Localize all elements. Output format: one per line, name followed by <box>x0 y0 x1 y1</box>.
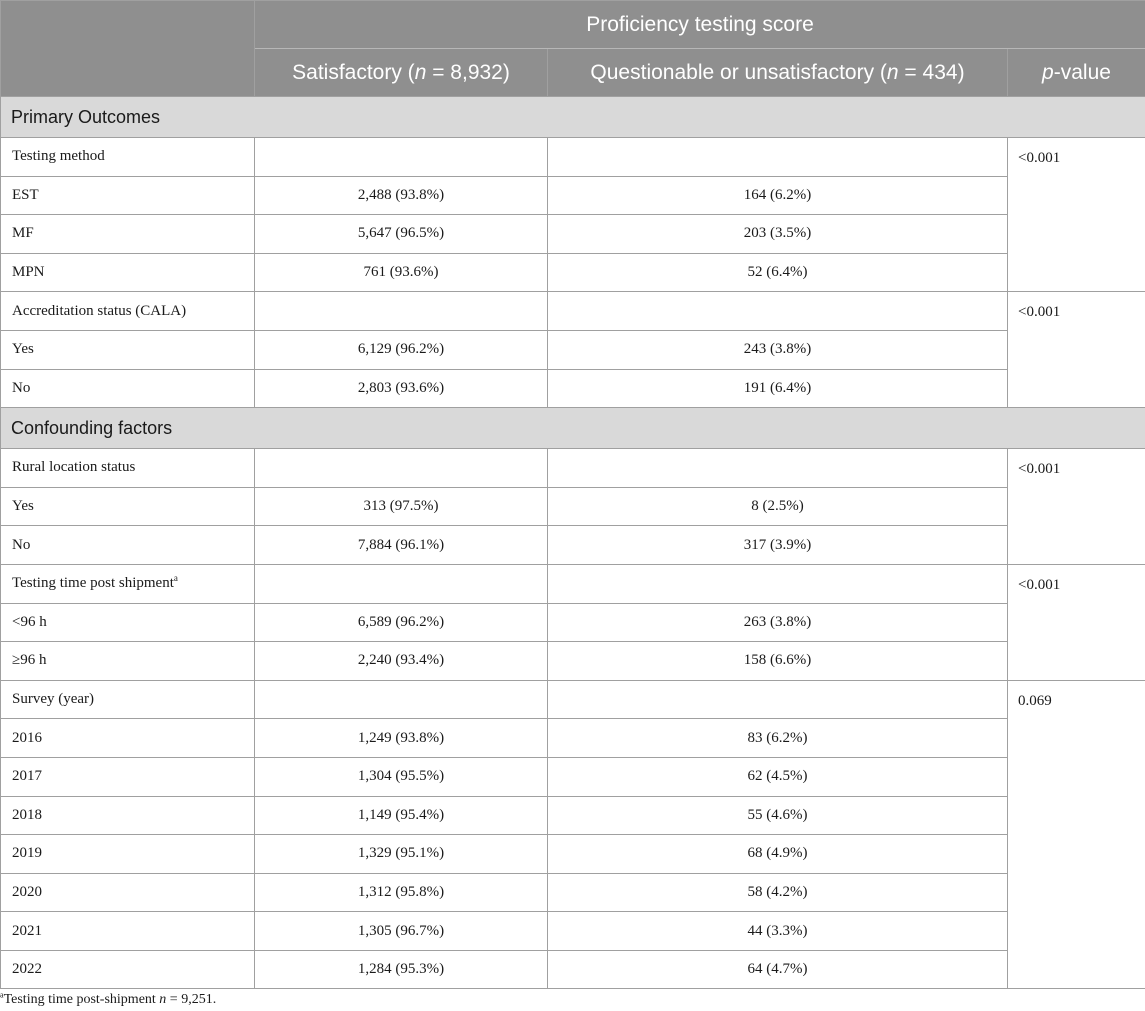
group-label: Rural location status <box>1 449 255 488</box>
table-row <box>1 603 1145 642</box>
satisfactory-value: 1,149 (95.4%) <box>255 796 548 835</box>
table-cell <box>255 449 548 488</box>
questionable-value: 8 (2.5%) <box>548 487 1008 526</box>
col-header-satisfactory: Satisfactory (n = 8,932) <box>255 49 548 97</box>
row-label: ≥96 h <box>1 642 255 681</box>
row-label: 2021 <box>1 912 255 951</box>
row-label: No <box>1 526 255 565</box>
p-value: <0.001 <box>1008 292 1145 408</box>
satisfactory-value: 6,589 (96.2%) <box>255 603 548 642</box>
row-label: EST <box>1 176 255 215</box>
questionable-value: 52 (6.4%) <box>548 253 1008 292</box>
satisfactory-value: 1,329 (95.1%) <box>255 835 548 874</box>
satisfactory-value: 1,312 (95.8%) <box>255 873 548 912</box>
table-row <box>1 950 1145 989</box>
row-label: MF <box>1 215 255 254</box>
footnote-marker: a <box>173 573 178 584</box>
row-label: <96 h <box>1 603 255 642</box>
satisfactory-value: 1,284 (95.3%) <box>255 950 548 989</box>
footnote-marker: a <box>0 990 4 1000</box>
table-cell <box>255 680 548 719</box>
questionable-value: 191 (6.4%) <box>548 369 1008 408</box>
table-row <box>1 757 1145 796</box>
questionable-value: 58 (4.2%) <box>548 873 1008 912</box>
group-label: Testing method <box>1 138 255 177</box>
table-row <box>1 796 1145 835</box>
header-blank-cell <box>1 1 255 97</box>
footnote: $^a$Testing time post-shipment n = 9,251. <box>0 990 217 1007</box>
table-row <box>1 292 1145 331</box>
row-label: No <box>1 369 255 408</box>
satisfactory-value: 1,305 (96.7%) <box>255 912 548 951</box>
satisfactory-value: 2,240 (93.4%) <box>255 642 548 681</box>
p-value: <0.001 <box>1008 564 1145 680</box>
row-label: 2016 <box>1 719 255 758</box>
table-cell <box>548 292 1008 331</box>
table-row <box>1 369 1145 408</box>
questionable-value: 55 (4.6%) <box>548 796 1008 835</box>
table-row <box>1 835 1145 874</box>
satisfactory-value: 2,488 (93.8%) <box>255 176 548 215</box>
questionable-value: 203 (3.5%) <box>548 215 1008 254</box>
row-label: 2018 <box>1 796 255 835</box>
satisfactory-value: 313 (97.5%) <box>255 487 548 526</box>
row-label: 2020 <box>1 873 255 912</box>
section-title: Confounding factors <box>1 408 1145 449</box>
section-title: Primary Outcomes <box>1 97 1145 138</box>
table-row <box>1 449 1145 488</box>
table-row <box>1 680 1145 719</box>
col-header-pvalue: p-value <box>1008 49 1145 97</box>
table-row <box>1 642 1145 681</box>
table-row <box>1 253 1145 292</box>
table-cell <box>548 564 1008 603</box>
group-header: Proficiency testing score <box>255 1 1145 49</box>
p-value: 0.069 <box>1008 680 1145 989</box>
row-label: 2022 <box>1 950 255 989</box>
group-label: Testing time post shipment$^a$ <box>1 564 255 603</box>
table-cell <box>548 680 1008 719</box>
p-value: <0.001 <box>1008 449 1145 565</box>
questionable-value: 317 (3.9%) <box>548 526 1008 565</box>
questionable-value: 158 (6.6%) <box>548 642 1008 681</box>
satisfactory-value: 761 (93.6%) <box>255 253 548 292</box>
section-row <box>1 408 1145 449</box>
questionable-value: 243 (3.8%) <box>548 330 1008 369</box>
table-row <box>1 330 1145 369</box>
row-label: 2019 <box>1 835 255 874</box>
questionable-value: 44 (3.3%) <box>548 912 1008 951</box>
table-row <box>1 487 1145 526</box>
table-row <box>1 138 1145 177</box>
table-cell <box>255 138 548 177</box>
group-label: Survey (year) <box>1 680 255 719</box>
satisfactory-value: 6,129 (96.2%) <box>255 330 548 369</box>
table-row <box>1 912 1145 951</box>
table-cell <box>548 449 1008 488</box>
table-row <box>1 719 1145 758</box>
satisfactory-value: 1,304 (95.5%) <box>255 757 548 796</box>
row-label: MPN <box>1 253 255 292</box>
table-row <box>1 215 1145 254</box>
questionable-value: 164 (6.2%) <box>548 176 1008 215</box>
questionable-value: 64 (4.7%) <box>548 950 1008 989</box>
col-header-questionable: Questionable or unsatisfactory (n = 434) <box>548 49 1008 97</box>
p-value: <0.001 <box>1008 138 1145 292</box>
table-row <box>1 564 1145 603</box>
satisfactory-value: 5,647 (96.5%) <box>255 215 548 254</box>
satisfactory-value: 7,884 (96.1%) <box>255 526 548 565</box>
questionable-value: 83 (6.2%) <box>548 719 1008 758</box>
table-row <box>1 873 1145 912</box>
row-label: Yes <box>1 330 255 369</box>
table-row <box>1 176 1145 215</box>
table-cell <box>255 564 548 603</box>
group-label: Accreditation status (CALA) <box>1 292 255 331</box>
section-row <box>1 97 1145 138</box>
row-label: 2017 <box>1 757 255 796</box>
row-label: Yes <box>1 487 255 526</box>
questionable-value: 263 (3.8%) <box>548 603 1008 642</box>
table-row <box>1 526 1145 565</box>
satisfactory-value: 2,803 (93.6%) <box>255 369 548 408</box>
questionable-value: 68 (4.9%) <box>548 835 1008 874</box>
satisfactory-value: 1,249 (93.8%) <box>255 719 548 758</box>
table-cell <box>255 292 548 331</box>
table-cell <box>548 138 1008 177</box>
questionable-value: 62 (4.5%) <box>548 757 1008 796</box>
